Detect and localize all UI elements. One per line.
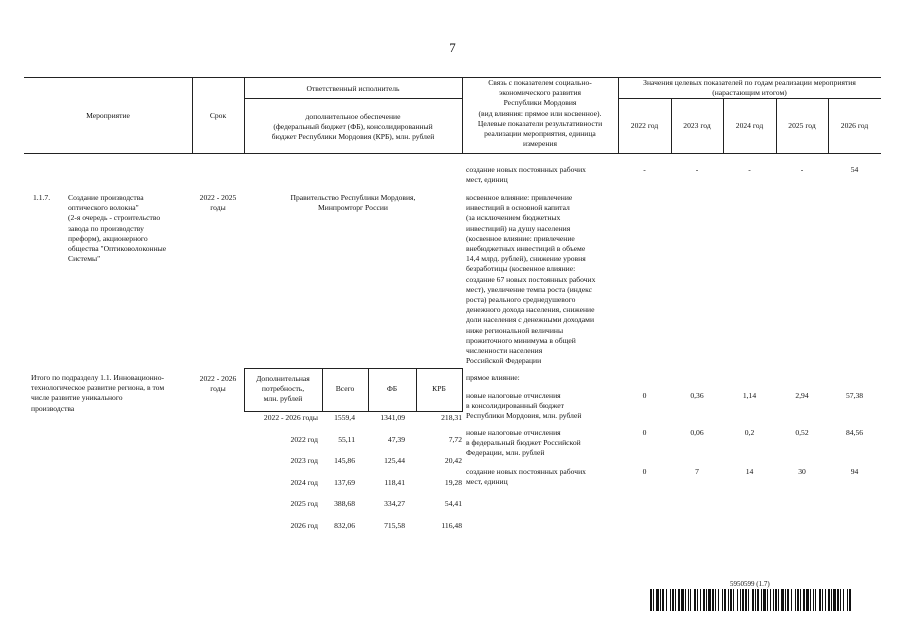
col-krb: КРБ [432,384,446,393]
indicator-value: - [748,165,751,174]
indicator-value: 30 [798,467,806,476]
indicator-value: 7 [695,467,699,476]
responsible-sub-rule [244,98,462,99]
indicator-value: 0 [642,391,647,400]
period: 2024 год [290,477,318,487]
header-link: Связь с показателем социально- экономического развития Республики Мордовия (вид влияния: прямое или косвенное). Целевые показатели результативности реализации мероприятия, единица измерения [477,78,603,149]
page-number: 7 [449,40,456,55]
header-funding: дополнительное обеспечение (федеральный бюджет (ФБ), консолидированный бюджет Республики Мордовия (КРБ), млн. рублей [271,112,435,142]
indicator-text: новые налоговые отчисления в консолидированный бюджет Республики Мордовия, млн. рублей [466,391,582,421]
amount-total: 1559,4 [334,413,355,422]
amount-fb: 125,44 [384,456,405,466]
subtable-border [462,368,463,412]
measure-responsible: Правительство Республики Мордовия, Минпромторг России [290,193,416,213]
indicator-value: 0,52 [795,428,809,437]
header-year: 2024 год [735,121,764,130]
indicator-text: создание новых постоянных рабочих мест, единиц [466,467,586,487]
amount-fb: 715,58 [384,520,405,530]
indicator-value: 84,56 [845,428,864,437]
header-year: 2026 год [840,121,869,130]
indicator-value: - [695,165,699,174]
funding-row [244,456,462,478]
funding-row [244,499,462,521]
total-measure: Итого по подразделу 1.1. Инновационно- технологическое развитие региона, в том числе развитие уникального производства [31,373,165,413]
col-fb: ФБ [386,384,398,393]
amount-fb: 1341,09 [380,413,405,422]
amount-total: 145,86 [334,456,355,466]
indicator-value: 2,94 [795,391,809,400]
funding-row [244,435,462,457]
indicator-value: 0 [642,428,647,437]
direct-influence-label: прямое влияние: [466,373,520,382]
indicator-value: 1,14 [742,391,757,400]
header-year: 2022 год [630,121,659,130]
funding-row [244,521,462,543]
header-bottom-rule [24,153,881,154]
measure-term: 2022 - 2025 годы [199,193,237,213]
indicator-text: новые налоговые отчисления в федеральный бюджет Российской Федерации, млн. рублей [466,428,581,458]
indicator-value: - [800,165,804,174]
period: 2026 год [290,520,318,530]
amount-total: 388,68 [334,499,355,509]
amount-krb: 7,72 [448,434,462,444]
amount-total: 55,11 [338,434,355,444]
indicator-value: 94 [850,467,859,476]
amount-total: 137,69 [334,477,355,487]
header-term: Срок [209,111,227,120]
amount-fb: 47,39 [387,434,405,444]
need-label: Дополнительная потребность, млн. рублей [256,374,310,404]
funding-rows [244,413,462,543]
amount-fb: 118,41 [384,477,405,487]
indicator-value: 0,2 [744,428,755,437]
barcode-id: 5950599 (1.7) [730,580,770,588]
indicator-value: 0,06 [690,428,704,437]
header-targets: Значения целевых показателей по годам реализации мероприятия (нарастающим итогом) [643,78,856,98]
amount-krb: 20,42 [444,456,462,466]
indicator-text: косвенное влияние: привлечение инвестиций в основной капитал (за исключением бюджетных инвестиций) на душу населения (косвенное влияние: привлечение внебюджетных инвестиций в объеме 14,4 млрд. рублей), снижение уровня безработицы (косвенное влияние: создание 67 новых постоянных рабочих мест), увеличение темпа роста (индекс роста) реального среднедушевого денежного дохода населения, снижение доли населения с денежными доходами ниже региональной величины прожиточного минимума в общей численности населения Российской Федерации [466,193,596,366]
indicator-text: создание новых постоянных рабочих мест, единиц [466,165,586,185]
measure-number: 1.1.7. [33,193,51,202]
indicator-value: 14 [745,467,754,476]
header-responsible: Ответственный исполнитель [306,84,400,93]
period: 2025 год [290,499,318,509]
subtable-rule [244,411,462,412]
total-term: 2022 - 2026 годы [199,374,237,394]
amount-krb: 116,48 [441,520,462,530]
indicator-value: - [643,165,646,174]
col-total: Всего [335,384,355,393]
measure-name: Создание производства оптического волокна" (2-я очередь - строительство завода по производству преформ), акционерного общества "Оптиковолоконные Системы" [68,193,167,264]
funding-row [244,478,462,500]
period: 2022 год [290,434,318,444]
funding-row [244,413,462,435]
barcode [650,589,855,611]
header-year: 2025 год [788,121,816,130]
amount-fb: 334,27 [384,499,405,509]
period: 2022 - 2026 годы [263,413,318,422]
amount-krb: 19,28 [444,477,462,487]
period: 2023 год [290,456,318,466]
subtable-rule [244,368,462,369]
header-measure: Мероприятие [86,111,130,120]
indicator-value: 0 [642,467,647,476]
amount-krb: 218,31 [441,413,462,422]
indicator-value: 0,36 [690,391,704,400]
amount-krb: 54,41 [444,499,462,509]
indicator-value: 57,38 [845,391,864,400]
header-year: 2023 год [683,121,711,130]
amount-total: 832,06 [334,520,355,530]
indicator-value: 54 [850,165,859,174]
